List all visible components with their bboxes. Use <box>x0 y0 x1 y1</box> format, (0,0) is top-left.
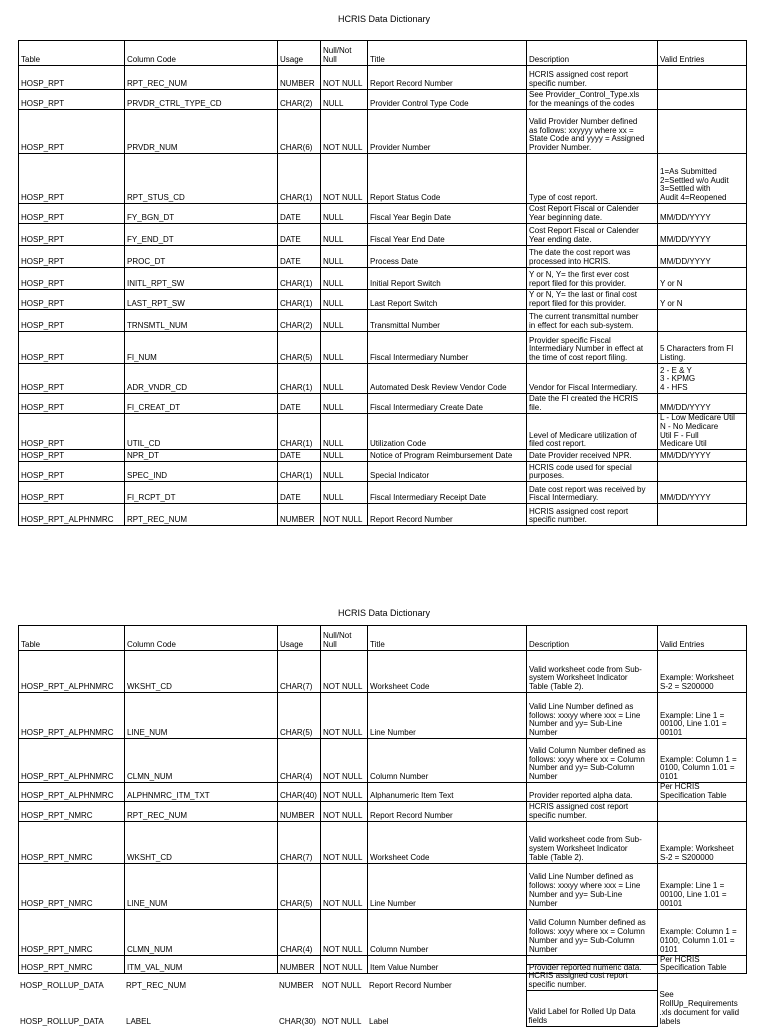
table-cell: NOT NULL <box>321 110 368 154</box>
table-cell: Valid Column Number defined as follows: xxyy where xx = Column Number and yy= Sub-Column Number <box>527 739 658 783</box>
table-cell: HOSP_ROLLUP_DATA <box>20 1016 104 1026</box>
table-cell: CHAR(4) <box>278 739 321 783</box>
table-cell <box>658 310 747 332</box>
table-cell: Column Number <box>368 909 527 955</box>
table-row <box>19 154 747 204</box>
table-cell: CLMN_NUM <box>125 739 278 783</box>
table-cell: Valid Line Number defined as follows: xxxyy where xxx = Line Number and yy= Sub-Line Number <box>527 693 658 739</box>
table-cell: Initial Report Switch <box>368 268 527 290</box>
table-cell: NOT NULL <box>321 693 368 739</box>
page-title-2: HCRIS Data Dictionary <box>337 608 431 618</box>
table-cell: CHAR(1) <box>278 462 321 482</box>
table-cell: CHAR(5) <box>278 332 321 364</box>
table-cell: HOSP_RPT <box>19 268 125 290</box>
table-row <box>19 290 747 310</box>
data-dictionary-table-3 <box>18 964 746 1027</box>
table-cell: Provider Number <box>368 110 527 154</box>
table-cell: Worksheet Code <box>368 821 527 863</box>
table-cell: NULL <box>321 414 368 450</box>
table-cell: Valid Line Number defined as follows: xxxyy where xxx = Line Number and yy= Sub-Line Number <box>527 863 658 909</box>
table-cell: Example: Line 1 = 00100, Line 1.01 = 00101 <box>658 693 747 739</box>
table-cell: HOSP_ROLLUP_DATA <box>20 980 104 990</box>
table-row <box>19 364 747 394</box>
table-cell: Label <box>369 1016 389 1026</box>
table-cell: Fiscal Intermediary Receipt Date <box>368 482 527 504</box>
table-cell: NOT NULL <box>321 863 368 909</box>
table-cell: CHAR(7) <box>278 821 321 863</box>
table-cell: NOT NULL <box>321 783 368 802</box>
table-row <box>19 462 747 482</box>
table-cell: NULL <box>321 462 368 482</box>
table-cell: Special Indicator <box>368 462 527 482</box>
table-cell: 1=As Submitted 2=Settled w/o Audit 3=Settled with Audit 4=Reopened <box>658 154 747 204</box>
table-cell: 2 - E & Y 3 - KPMG 4 - HFS <box>658 364 747 394</box>
table-cell: Fiscal Year End Date <box>368 224 527 246</box>
table-cell: NOT NULL <box>321 801 368 821</box>
table-cell: NUMBER <box>278 66 321 90</box>
table-cell: DATE <box>278 450 321 462</box>
column-header: Title <box>368 41 527 66</box>
column-header: Description <box>527 626 658 651</box>
table-cell: HOSP_RPT <box>19 364 125 394</box>
table-row <box>19 224 747 246</box>
table-cell: HCRIS code used for special purposes. <box>527 462 658 482</box>
table-cell: Fiscal Intermediary Number <box>368 332 527 364</box>
table-cell: CHAR(1) <box>278 414 321 450</box>
table-row <box>19 783 747 802</box>
table-cell: RPT_STUS_CD <box>125 154 278 204</box>
table-cell: Notice of Program Reimbursement Date <box>368 450 527 462</box>
table-cell: NPR_DT <box>125 450 278 462</box>
table-row <box>19 110 747 154</box>
column-header: Column Code <box>125 626 278 651</box>
table-cell: TRNSMTL_NUM <box>125 310 278 332</box>
table-cell: CHAR(5) <box>278 693 321 739</box>
table-cell: NOT NULL <box>322 1016 362 1026</box>
table-cell: FY_END_DT <box>125 224 278 246</box>
table-cell: WKSHT_CD <box>125 821 278 863</box>
table-cell: NOT NULL <box>321 66 368 90</box>
table-cell: Automated Desk Review Vendor Code <box>368 364 527 394</box>
table-cell: CHAR(1) <box>278 290 321 310</box>
table-cell: The date the cost report was processed into HCRIS. <box>527 246 658 268</box>
table-cell: Alphanumeric Item Text <box>368 783 527 802</box>
table-cell: NULL <box>321 204 368 224</box>
table-row <box>19 90 747 110</box>
column-header: Usage <box>278 626 321 651</box>
column-header: Table <box>19 41 125 66</box>
table-cell: NUMBER <box>279 980 314 990</box>
table-cell: NOT NULL <box>321 821 368 863</box>
table-cell: HCRIS assigned cost report specific number. <box>527 66 658 90</box>
table-cell: NULL <box>321 482 368 504</box>
table-cell: PROC_DT <box>125 246 278 268</box>
table-cell: CHAR(2) <box>278 310 321 332</box>
table-cell: DATE <box>278 204 321 224</box>
table-cell: DATE <box>278 246 321 268</box>
table-cell: Provider specific Fiscal Intermediary Number in effect at the time of cost report filing. <box>527 332 658 364</box>
table-cell: See Provider_Control_Type.xls for the meanings of the codes <box>527 90 658 110</box>
data-dictionary-table-1 <box>18 40 747 526</box>
table-cell: HOSP_RPT_NMRC <box>19 955 125 974</box>
table-cell: Fiscal Intermediary Create Date <box>368 394 527 414</box>
table-cell: MM/DD/YYYY <box>658 224 747 246</box>
table-cell: NULL <box>321 90 368 110</box>
table-row <box>19 863 747 909</box>
table-cell: Provider Control Type Code <box>368 90 527 110</box>
table-cell: MM/DD/YYYY <box>658 204 747 224</box>
header-row <box>19 626 747 651</box>
table-row <box>19 268 747 290</box>
table-cell: HOSP_RPT_ALPHNMRC <box>19 783 125 802</box>
table-cell: HOSP_RPT <box>19 110 125 154</box>
table-cell: Cost Report Fiscal or Calender Year beginning date. <box>527 204 658 224</box>
table-row <box>19 394 747 414</box>
table-cell: NULL <box>321 224 368 246</box>
table-cell: CHAR(1) <box>278 268 321 290</box>
table-cell: Per HCRIS Specification Table <box>658 955 747 974</box>
table-row <box>19 332 747 364</box>
table-cell: NULL <box>321 290 368 310</box>
table-cell: HOSP_RPT <box>19 90 125 110</box>
table-cell: 5 Characters from FI Listing. <box>658 332 747 364</box>
table-cell: HCRIS assigned cost report specific number. <box>526 965 657 991</box>
table-cell: Report Status Code <box>368 154 527 204</box>
table-cell: INITL_RPT_SW <box>125 268 278 290</box>
table-row <box>18 965 746 991</box>
table-cell: NUMBER <box>278 955 321 974</box>
table-cell: Example: Column 1 = 0100, Column 1.01 = 0101 <box>658 909 747 955</box>
table-cell: LINE_NUM <box>125 693 278 739</box>
table-cell: Utilization Code <box>368 414 527 450</box>
table-cell: HOSP_RPT_ALPHNMRC <box>19 504 125 526</box>
table-cell: FI_NUM <box>125 332 278 364</box>
table-cell: ITM_VAL_NUM <box>125 955 278 974</box>
table-cell: L - Low Medicare Util N - No Medicare Util F - Full Medicare Util <box>658 414 747 450</box>
table-cell: FY_BGN_DT <box>125 204 278 224</box>
table-cell: Transmittal Number <box>368 310 527 332</box>
table-cell: Date Provider received NPR. <box>527 450 658 462</box>
table-cell: HOSP_RPT <box>19 154 125 204</box>
table-cell: ADR_VNDR_CD <box>125 364 278 394</box>
table-cell: DATE <box>278 224 321 246</box>
table-row <box>18 991 746 1027</box>
column-header: Usage <box>278 41 321 66</box>
table-row <box>19 310 747 332</box>
table-cell: Date cost report was received by Fiscal Intermediary. <box>527 482 658 504</box>
table-cell: Report Record Number <box>368 504 527 526</box>
table-cell: RPT_REC_NUM <box>126 980 187 990</box>
table-cell: Column Number <box>368 739 527 783</box>
table-cell <box>658 66 747 90</box>
table-cell: Valid Label for Rolled Up Data fields <box>526 991 657 1027</box>
table-cell: HOSP_RPT <box>19 246 125 268</box>
table-cell <box>658 110 747 154</box>
table-cell: Line Number <box>368 863 527 909</box>
table-cell: MM/DD/YYYY <box>658 246 747 268</box>
table-cell: NULL <box>321 332 368 364</box>
table-cell: HOSP_RPT <box>19 66 125 90</box>
table-row <box>19 414 747 450</box>
table-cell: HOSP_RPT_ALPHNMRC <box>19 693 125 739</box>
table-row <box>19 651 747 693</box>
table-cell: ALPHNMRC_ITM_TXT <box>125 783 278 802</box>
table-cell: Type of cost report. <box>527 154 658 204</box>
table-cell: CHAR(7) <box>278 651 321 693</box>
data-dictionary-table-2 <box>18 625 747 974</box>
table-row <box>19 504 747 526</box>
table-cell: LABEL <box>126 1016 151 1026</box>
table-cell: SPEC_IND <box>125 462 278 482</box>
table-row <box>19 482 747 504</box>
table-cell <box>658 90 747 110</box>
table-cell: CHAR(2) <box>278 90 321 110</box>
table-cell: FI_CREAT_DT <box>125 394 278 414</box>
table-cell: Example: Line 1 = 00100, Line 1.01 = 00101 <box>658 863 747 909</box>
table-row <box>19 693 747 739</box>
column-header: Null/Not Null <box>321 41 368 66</box>
table-cell: CHAR(40) <box>278 783 321 802</box>
table-cell: NULL <box>321 310 368 332</box>
table-cell: HCRIS assigned cost report specific number. <box>527 504 658 526</box>
table-cell: Fiscal Year Begin Date <box>368 204 527 224</box>
table-cell: RPT_REC_NUM <box>125 801 278 821</box>
table-cell: See RollUp_Requirements .xls document for valid labels <box>659 990 740 1026</box>
table-cell: WKSHT_CD <box>125 651 278 693</box>
table-cell: HOSP_RPT_NMRC <box>19 821 125 863</box>
table-row <box>19 204 747 224</box>
table-cell: Provider reported alpha data. <box>527 783 658 802</box>
table-cell: HCRIS assigned cost report specific number. <box>527 801 658 821</box>
table-cell: Report Record Number <box>368 66 527 90</box>
table-cell <box>657 965 746 991</box>
table-cell: Report Record Number <box>368 801 527 821</box>
table-cell: Y or N <box>658 290 747 310</box>
table-cell: HOSP_RPT_ALPHNMRC <box>19 651 125 693</box>
table-cell <box>658 504 747 526</box>
table-cell: UTIL_CD <box>125 414 278 450</box>
column-header: Valid Entries <box>658 41 747 66</box>
table-cell: Valid worksheet code from Sub- system Worksheet Indicator Table (Table 2). <box>527 651 658 693</box>
table-cell: Valid Provider Number defined as follows: xxyyyy where xx = State Code and yyyy = Assigned Provider Number. <box>527 110 658 154</box>
table-cell: Date the FI created the HCRIS file. <box>527 394 658 414</box>
table-cell: DATE <box>278 482 321 504</box>
table-cell: RPT_REC_NUM <box>125 504 278 526</box>
table-cell: Example: Worksheet S-2 = S200000 <box>658 821 747 863</box>
table-cell: MM/DD/YYYY <box>658 394 747 414</box>
table-cell: NULL <box>321 364 368 394</box>
table-row <box>19 450 747 462</box>
table-cell: NULL <box>321 246 368 268</box>
column-header: Valid Entries <box>658 626 747 651</box>
table-cell: DATE <box>278 394 321 414</box>
table-cell: CHAR(1) <box>278 364 321 394</box>
table-cell: HOSP_RPT <box>19 414 125 450</box>
table-cell: HOSP_RPT_NMRC <box>19 863 125 909</box>
table-cell: CHAR(6) <box>278 110 321 154</box>
table-cell: Y or N, Y= the first ever cost report filed for this provider. <box>527 268 658 290</box>
table-cell: NULL <box>321 450 368 462</box>
table-cell: CLMN_NUM <box>125 909 278 955</box>
table-cell: LAST_RPT_SW <box>125 290 278 310</box>
table-cell: HOSP_RPT <box>19 394 125 414</box>
table-cell: Valid worksheet code from Sub- system Worksheet Indicator Table (Table 2). <box>527 821 658 863</box>
table-cell: HOSP_RPT_ALPHNMRC <box>19 739 125 783</box>
table-cell: Report Record Number <box>369 980 452 990</box>
table-cell: Vendor for Fiscal Intermediary. <box>527 364 658 394</box>
column-header: Description <box>527 41 658 66</box>
table-cell: Worksheet Code <box>368 651 527 693</box>
table-cell: MM/DD/YYYY <box>658 482 747 504</box>
table-cell: Valid Column Number defined as follows: xxyy where xx = Column Number and yy= Sub-Column Number <box>527 909 658 955</box>
table-cell: NOT NULL <box>321 909 368 955</box>
table-cell: Item Value Number <box>368 955 527 974</box>
table-cell: Last Report Switch <box>368 290 527 310</box>
table-cell: CHAR(30) <box>279 1016 316 1026</box>
table-row <box>19 66 747 90</box>
table-cell: NOT NULL <box>321 739 368 783</box>
table-cell: The current transmittal number in effect for each sub-system. <box>527 310 658 332</box>
table-cell: Cost Report Fiscal or Calender Year ending date. <box>527 224 658 246</box>
table-cell: NOT NULL <box>321 955 368 974</box>
table-cell: PRVDR_NUM <box>125 110 278 154</box>
table-cell: CHAR(1) <box>278 154 321 204</box>
table-cell: HOSP_RPT <box>19 450 125 462</box>
table-cell: Per HCRIS Specification Table <box>658 783 747 802</box>
table-cell: NOT NULL <box>321 154 368 204</box>
table-cell: FI_RCPT_DT <box>125 482 278 504</box>
header-row <box>19 41 747 66</box>
table-cell: Provider reported numeric data. <box>527 955 658 974</box>
column-header: Null/Not Null <box>321 626 368 651</box>
table-row <box>19 246 747 268</box>
table-cell: Example: Column 1 = 0100, Column 1.01 = 0101 <box>658 739 747 783</box>
table-cell <box>658 462 747 482</box>
table-cell: Line Number <box>368 693 527 739</box>
table-cell: LINE_NUM <box>125 863 278 909</box>
table-cell: HOSP_RPT <box>19 224 125 246</box>
table-cell: Process Date <box>368 246 527 268</box>
table-cell: HOSP_RPT <box>19 290 125 310</box>
table-cell: HOSP_RPT_NMRC <box>19 909 125 955</box>
table-cell: HOSP_RPT <box>19 462 125 482</box>
table-cell: CHAR(5) <box>278 863 321 909</box>
column-header: Table <box>19 626 125 651</box>
table-cell <box>658 801 747 821</box>
column-header: Column Code <box>125 41 278 66</box>
table-row <box>19 821 747 863</box>
table-row <box>19 801 747 821</box>
page-title: HCRIS Data Dictionary <box>337 14 431 24</box>
table-cell: NOT NULL <box>321 651 368 693</box>
table-cell: RPT_REC_NUM <box>125 66 278 90</box>
table-cell: Y or N, Y= the last or final cost report filed for this provider. <box>527 290 658 310</box>
table-cell: HOSP_RPT <box>19 332 125 364</box>
table-cell: NULL <box>321 268 368 290</box>
table-cell: NULL <box>321 394 368 414</box>
table-cell: NUMBER <box>278 504 321 526</box>
table-row <box>19 739 747 783</box>
table-cell: Level of Medicare utilization of filed cost report. <box>527 414 658 450</box>
table-cell: CHAR(4) <box>278 909 321 955</box>
table-cell: PRVDR_CTRL_TYPE_CD <box>125 90 278 110</box>
table-cell: Example: Worksheet S-2 = S200000 <box>658 651 747 693</box>
column-header: Title <box>368 626 527 651</box>
table-cell: Y or N <box>658 268 747 290</box>
table-row <box>19 909 747 955</box>
table-cell: MM/DD/YYYY <box>658 450 747 462</box>
table-cell: HOSP_RPT <box>19 482 125 504</box>
table-cell: NOT NULL <box>322 980 362 990</box>
table-cell: NOT NULL <box>321 504 368 526</box>
table-cell: HOSP_RPT <box>19 310 125 332</box>
table-cell: NUMBER <box>278 801 321 821</box>
table-cell: HOSP_RPT <box>19 204 125 224</box>
table-cell: HOSP_RPT_NMRC <box>19 801 125 821</box>
